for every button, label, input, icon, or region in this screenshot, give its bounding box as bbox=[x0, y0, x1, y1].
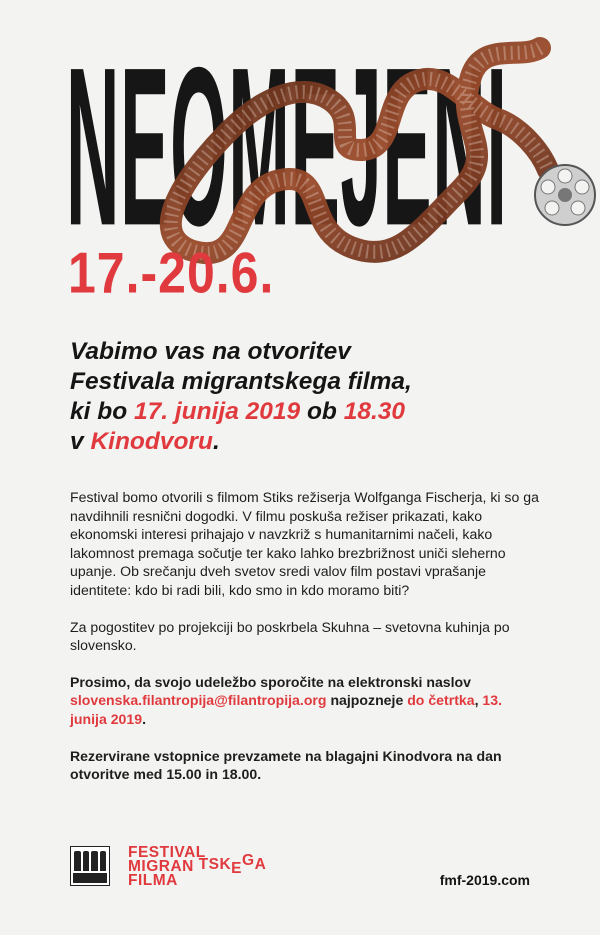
fest-logo-part: E bbox=[231, 860, 243, 877]
film-reel-icon bbox=[535, 165, 595, 225]
title-letter: J bbox=[340, 20, 381, 274]
rsvp-deadline: do četrtka bbox=[407, 692, 475, 709]
rsvp-text: najpozneje bbox=[326, 692, 408, 709]
invite-text: ki bo bbox=[70, 398, 134, 425]
invite-line bbox=[70, 427, 540, 457]
film-strip bbox=[171, 48, 548, 253]
poster-hero bbox=[0, 0, 600, 320]
event-venue: Kinodvoru bbox=[90, 428, 213, 455]
invite-text: v bbox=[70, 428, 91, 455]
rsvp-text: . bbox=[142, 710, 146, 727]
fest-logo-line: FILMA bbox=[128, 872, 178, 889]
people-icon bbox=[74, 851, 106, 871]
title-letter: M bbox=[228, 20, 289, 274]
invite-line: Vabimo vas na otvoritev bbox=[70, 338, 351, 365]
title-letter: O bbox=[170, 20, 227, 274]
fest-logo-line: FESTIVAL bbox=[128, 844, 206, 861]
event-time: 18.30 bbox=[343, 398, 405, 425]
title-letter: E bbox=[120, 20, 169, 274]
invite-text: ob bbox=[300, 398, 344, 425]
title-letter: N bbox=[66, 20, 119, 274]
rsvp-note bbox=[70, 673, 540, 729]
invite-text: . bbox=[212, 428, 220, 455]
rsvp-text: , bbox=[474, 692, 483, 709]
catering-note: Za pogostitev po projekciji bo poskrbela Skuhna – svetovna kuhinja po slovensko. bbox=[70, 618, 510, 654]
footer bbox=[70, 846, 530, 896]
fest-logo-part: MIGRAN bbox=[128, 858, 194, 875]
title-letter: I bbox=[486, 20, 506, 274]
rsvp-text: Prosimo, da svojo udeležbo sporočite na elektronski naslov bbox=[70, 673, 471, 690]
invitation-body bbox=[70, 488, 540, 802]
tickets-note: Rezervirane vstopnice prevzamete na blagajni Kinodvora na dan otvoritve med 15.00 in 18.00. bbox=[70, 747, 502, 783]
website-link[interactable]: fmf-2019.com bbox=[439, 872, 530, 888]
rsvp-email-link[interactable]: slovenska.filantropija@filantropija.org bbox=[70, 692, 327, 709]
title-letter: N bbox=[432, 20, 485, 274]
invitation-heading bbox=[70, 337, 540, 457]
event-date: 17. junija 2019 bbox=[133, 398, 301, 425]
title-letter: E bbox=[290, 20, 339, 274]
invite-line: Festivala migrantskega filma, bbox=[70, 368, 412, 395]
slovenska-filantropija-logo bbox=[70, 846, 110, 886]
title-letter: E bbox=[382, 20, 431, 274]
fest-logo-part: TSK bbox=[198, 856, 232, 873]
festival-dates: 17.-20.6. bbox=[68, 240, 275, 305]
film-description: Festival bomo otvorili s filmom Stiks režiserja Wolfganga Fischerja, ki so ga navdihnili resnični dogodki. V filmu poskuša režiser prikazati, kako ekonomski interesi prihajajo v navzkriž s humanitarnimi načeli, kako lakomnost premaga sočutje ter kako lahko brezbrižnost uniči slehernо upanje. Ob srečanju dveh svetov sredi valov film postavi vprašanje identitete: kdo bi radi bili, kdo smo in kdo moramo biti? bbox=[70, 489, 539, 598]
logo-bar bbox=[73, 873, 107, 883]
festival-logo bbox=[128, 846, 266, 888]
fest-logo-part: G bbox=[242, 852, 255, 869]
invite-line bbox=[70, 397, 540, 427]
rsvp-deadline-date: 13. junija 2019 bbox=[70, 692, 502, 727]
fest-logo-part: A bbox=[254, 856, 267, 873]
